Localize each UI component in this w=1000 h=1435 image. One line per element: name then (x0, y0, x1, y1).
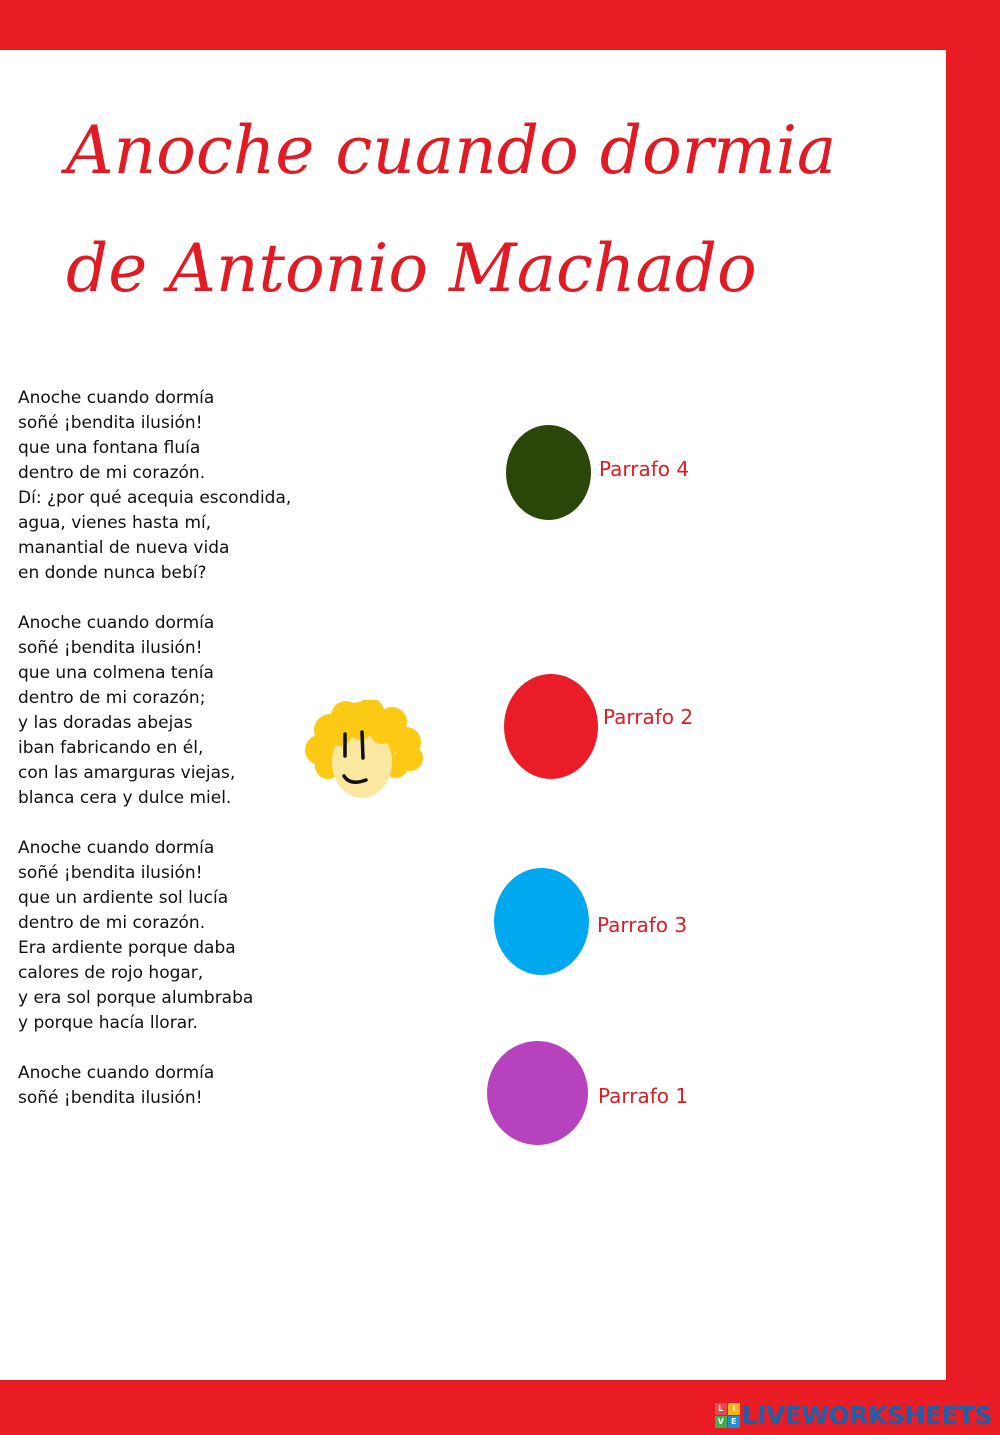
poem-line: y porque hacía llorar. (18, 1013, 198, 1033)
poem-line: dentro de mi corazón; (18, 688, 206, 708)
poem (18, 386, 291, 1136)
answer-label-parrafo-1: Parrafo 1 (598, 1084, 689, 1108)
poem-line: Anoche cuando dormía (18, 613, 215, 633)
answer-label-parrafo-2: Parrafo 2 (603, 705, 694, 729)
poem-line: soñé ¡bendita ilusión! (18, 638, 203, 658)
poem-line: Era ardiente porque daba (18, 938, 236, 958)
poem-line: soñé ¡bendita ilusión! (18, 413, 203, 433)
stanza-2 (18, 611, 291, 811)
stanza-1 (18, 386, 291, 586)
poem-line: soñé ¡bendita ilusión! (18, 863, 203, 883)
logo-letter: V (715, 1416, 727, 1428)
poem-line: agua, vienes hasta mí, (18, 513, 212, 533)
liveworksheets-logo-icon (715, 1403, 740, 1428)
answer-dot-parrafo-2[interactable] (504, 674, 598, 779)
stanza-4 (18, 1061, 291, 1111)
logo-letter: E (728, 1416, 740, 1428)
logo-letter: L (715, 1403, 727, 1415)
answer-dot-parrafo-1[interactable] (487, 1041, 588, 1145)
brand-name: LIVEWORKSHEETS (741, 1400, 992, 1430)
poem-line: con las amarguras viejas, (18, 763, 236, 783)
curly-hair-face-icon[interactable] (300, 700, 430, 805)
poem-line: que una colmena tenía (18, 663, 214, 683)
poem-line: y era sol porque alumbraba (18, 988, 254, 1008)
title-line-2: de Antonio Machado (66, 230, 757, 307)
poem-line: dentro de mi corazón. (18, 463, 206, 483)
poem-line: Dí: ¿por qué acequia escondida, (18, 488, 292, 508)
poem-line: que un ardiente sol lucía (18, 888, 229, 908)
poem-line: que una fontana fluía (18, 438, 201, 458)
title-line-1: Anoche cuando dormia (66, 112, 837, 189)
answer-label-parrafo-4: Parrafo 4 (599, 457, 690, 481)
poem-line: iban fabricando en él, (18, 738, 204, 758)
poem-line: manantial de nueva vida (18, 538, 230, 558)
poem-line: Anoche cuando dormía (18, 388, 215, 408)
poem-line: y las doradas abejas (18, 713, 193, 733)
poem-line: soñé ¡bendita ilusión! (18, 1088, 203, 1108)
stanza-3 (18, 836, 291, 1036)
poem-line: calores de rojo hogar, (18, 963, 204, 983)
poem-line: Anoche cuando dormía (18, 838, 215, 858)
answer-dot-parrafo-3[interactable] (494, 868, 589, 975)
answer-dot-parrafo-4[interactable] (506, 425, 591, 520)
liveworksheets-brand[interactable] (715, 1397, 992, 1433)
logo-letter: I (728, 1403, 740, 1415)
poem-line: Anoche cuando dormía (18, 1063, 215, 1083)
poem-line: en donde nunca bebí? (18, 563, 207, 583)
poem-line: blanca cera y dulce miel. (18, 788, 232, 808)
poem-line: dentro de mi corazón. (18, 913, 206, 933)
answer-label-parrafo-3: Parrafo 3 (597, 913, 688, 937)
